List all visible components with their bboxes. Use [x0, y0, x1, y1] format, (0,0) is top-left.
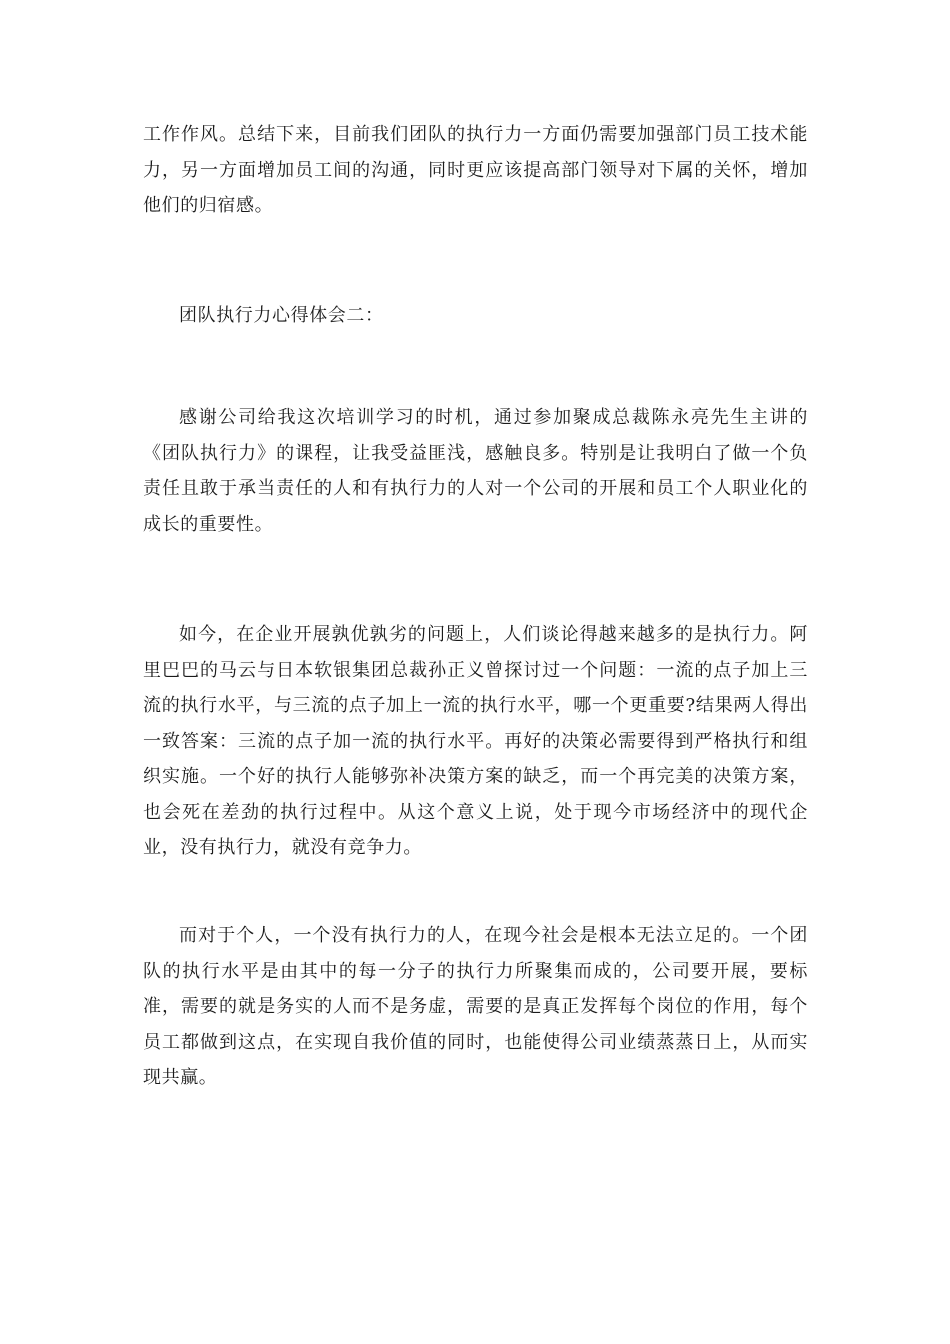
paragraph-continuation: 工作作风。总结下来，目前我们团队的执行力一方面仍需要加强部门员工技术能力，另一方面增加员工间的沟通，同时更应该提高部门领导对下属的关怀，增加他们的归宿感。 [143, 124, 808, 216]
paragraph-execution: 如今，在企业开展孰优孰劣的问题上，人们谈论得越来越多的是执行力。阿里巴巴的马云与日本软银集团总裁孙正义曾探讨过一个问题：一流的点子加上三流的执行水平，与三流的点子加上一流的执行水平，哪一个更重要?结果两人得出一致答案：三流的点子加一流的执行水平。再好的决策必需要得到严格执行和组织实施。一个好的执行人能够弥补决策方案的缺乏，而一个再完美的决策方案，也会死在差劲的执行过程中。从这个意义上说，处于现今市场经济中的现代企业，没有执行力，就没有竞争力。 [143, 624, 808, 858]
section-heading: 团队执行力心得体会二： [179, 305, 384, 326]
paragraph-individual: 而对于个人，一个没有执行力的人，在现今社会是根本无法立足的。一个团队的执行水平是由其中的每一分子的执行力所聚集而成的，公司要开展，要标准，需要的就是务实的人而不是务虚，需要的是真正发挥每个岗位的作用，每个员工都做到这点，在实现自我价值的同时，也能使得公司业绩蒸蒸日上，从而实现共赢。 [143, 925, 808, 1088]
paragraph-thanks: 感谢公司给我这次培训学习的时机，通过参加聚成总裁陈永亮先生主讲的《团队执行力》的课程，让我受益匪浅，感触良多。特别是让我明白了做一个负责任且敢于承当责任的人和有执行力的人对一个公司的开展和员工个人职业化的成长的重要性。 [143, 407, 808, 535]
